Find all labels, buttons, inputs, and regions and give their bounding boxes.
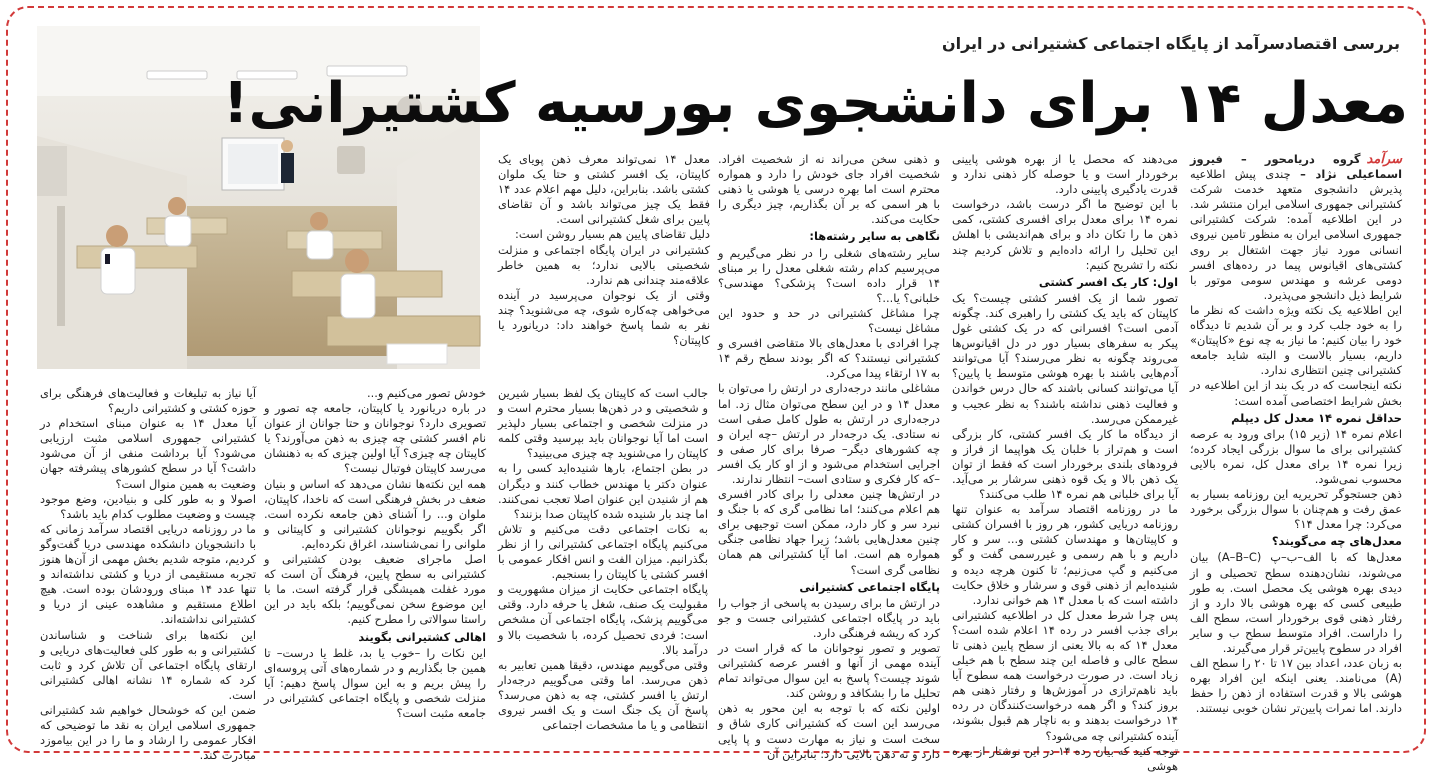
paragraph: خودش تصور می‌کنیم و... (366, 386, 486, 400)
paragraph: اصل ماجرای ضعیف بودن کشتیرانی و کشتیرانی به سطح پایین، فرهنگ آن است که مورد غفلت همیشگی قرار گرفته است. ما با این موضوع سخن نمی‌گوییم؛ بلکه باید در این راستا سوالاتی را مطرح کنیم. (264, 552, 486, 627)
paragraph: اولین نکته که با توجه به این محور به ذهن می‌رسد این است که کشتیرانی کاری شاق و سخت است و نیاز به مهارت دست و پا پایی دارد و نه ذهن بالایی دارد؛ بنابراین آن (718, 701, 940, 761)
paragraph: همه این نکته‌ها نشان می‌دهد که اساس و بنیان ضعف در بخش فرهنگی است که ناخدا، کاپیتان، ملوان و... را آشنای ذهن جامعه نکرده است. اگر بگوییم نوجوانان کشتیرانی و کاپیتانی و ملوانی را نمی‌شناسند، اغراق نکرده‌ایم. (264, 476, 486, 551)
paragraph: مشاغلی مانند درجه‌داری در ارتش را می‌توان با معدل ۱۴ و در این سطح می‌توان مثال زد. اما درجه‌داری در ارتش به طول کامل صفی است نه ستادی. یک درجه‌دار در ارتش –چه ایران و چه کشورهای دیگر– صرفا برای کار صفی و اجرایی استخدام می‌شود و از او کار یک افسر –که کار فکری و ستادی است– انتظار ندارند. (718, 381, 940, 486)
paragraph: اصولا و به طور کلی و بنیادین، وضع موجود چیست و وضعیت مطلوب کدام باید باشد؟ (40, 491, 256, 521)
paragraph: ما در روزنامه دریایی اقتصاد سرآمد زمانی که با دانشجویان دانشکده مهندسی دریا گفت‌وگو کردیم، متوجه شدیم بخش مهمی از آن‌ها هنوز تجربه مستقیمی از دریا و کشتی نداشته‌اند و تنها عدد ۱۴ مبنای ورودشان بوده است. هیچ اطلاع مستقیم و مشاهده عینی از دریا و کشتیرانی نداشته‌اند. (40, 521, 257, 627)
paragraph: و ذهنی سخن می‌راند نه از شخصیت افراد. شخصیت افراد جای خودش را دارد و همواره محترم است اما بهره درسی یا هوشی یا ذهنی با هر اسمی که بر آن بگذاریم، چیز دیگری را حکایت می‌کند. (718, 152, 940, 227)
paragraph: آیا معدل ۱۴ به عنوان مبنای استخدام در کشتیرانی جمهوری اسلامی مثبت ارزیابی می‌شود؟ آیا برداشت منفی از آن می‌شود داشت؟ آیا در سطح کشورهای پیشرفته جهان وضعیت به همین منوال است؟ (40, 416, 256, 491)
paragraph: ذهن جستجوگر تحریریه این روزنامه بسیار به عمق رفت و هم‌چنان با سوال بزرگی برخورد می‌کرد: چرا معدل ۱۴؟ (1190, 487, 1402, 532)
page-title: معدل ۱۴ برای دانشجوی بورسیه کشتیرانی! (223, 71, 1408, 136)
paragraph: اعلام نمره ۱۴ (زیر ۱۵) برای ورود به عرصه کشتیرانی برای ما سوال بزرگی ایجاد کرده؛ زیرا نمره ۱۴ برای معدل کل، نمره بالایی محسوب نمی‌شود. (1190, 426, 1402, 486)
paragraph: جالب است که کاپیتان یک لفظ بسیار شیرین و شخصیتی و در ذهن‌ها بسیار محترم است و در منزلت شخصی و اجتماعی بسیار دلپذیر است اما آیا نوجوانان باید بپرسید وقتی کلمه کاپیتان را می‌شنوید چه چیزی می‌بینید؟ (498, 386, 708, 461)
article-column-4 (498, 152, 710, 382)
paragraph: ضمن این که خوشحال خواهیم شد کشتیرانی جمهوری اسلامی ایران به نقد ما توضیحی که افکار عمومی را ارشاد و ما را در این بیاموزد مبادرت کند. (40, 702, 256, 763)
subheading: اول: کار یک افسر کشتی (1038, 274, 1178, 289)
paragraph: سایر رشته‌های شغلی را در نظر می‌گیریم و می‌پرسیم کدام رشته شغلی معدل را بر مبنای ۱۴ قرار داده است؟ پزشکی؟ مهندسی؟ خلبانی؟ یا...؟ (718, 245, 940, 305)
article-column-1 (1190, 152, 1402, 744)
paragraph: معدل ۱۴ نمی‌تواند معرف ذهن پویای یک کاپیتان، یک افسر کشتی و حتا یک ملوان کشتی باشد. بنابراین، دلیل مهم اعلام عدد ۱۴ فقط یک چیز می‌تواند باشد و آن تقاضای پایین برای شغل کشتیرانی است. (498, 152, 710, 227)
paragraph: به نکات اجتماعی دقت می‌کنیم و تلاش می‌کنیم پایگاه اجتماعی کشتیرانی را از نظر بگذرانیم. میزان الفت و انس افکار عمومی با افسر کشتی یا کاپیتان را بسنجیم. (498, 521, 708, 582)
paragraph: ما در روزنامه اقتصاد سرآمد به عنوان تنها روزنامه دریایی کشور، هر روز با افسران کشتی و کاپیتان‌ها و مهندسان کشتی و... سر و کار داریم و با هم رسمی و غیررسمی گفت و گو می‌کنیم و گپ می‌زنیم؛ تا کنون هرچه دیده و شنیده‌ایم از ذهنی قوی و سرشار و خلاق حکایت داشته است که با معدل ۱۴ هم خوانی ندارد. (952, 502, 1178, 607)
article-column-6 (264, 386, 486, 742)
paragraph: این نکته‌ها برای شناخت و شناساندن کشتیرانی و به طور کلی فعالیت‌های دریایی و ارتقای پایگاه اجتماعی آن تلاش کرد و ثابت کرد که شماره ۱۴ نشانه اهالی کشتیرانی است. (40, 627, 256, 702)
paragraph: تصور شما از یک افسر کشتی چیست؟ یک کاپیتان که باید یک کشتی را راهبری کند. چگونه آدمی است؟ افسرانی که در یک کشتی غول پیکر به سفرهای بسیار دور در دل اقیانوس‌ها می‌روند چگونه به نظر می‌رسند؟ آیا می‌توانند آدم‌هایی باشند با بهره هوشی متوسط یا پایین؟ آیا می‌توانند کسانی باشند که حال درس خواندن و فعالیت ذهنی نداشته باشند؟ به نظر عجیب و غیرممکن می‌رسد. (952, 290, 1178, 426)
paragraph: این اطلاعیه یک نکته ویژه داشت که نظر ما را به خود جلب کرد و بر آن شدیم تا دیدگاه خود را بیان کنیم: ما نیاز به چه نوع «کاپیتان» داریم، بسیار بالاست و البته شاید جامعه کشتیرانی چنین انتظاری ندارد. (1190, 302, 1402, 378)
byline-paragraph (1190, 152, 1402, 303)
paragraph: از دیدگاه ما کار یک افسر کشتی، کار بزرگی است و هم‌تراز با خلبان یک هواپیما از فراز و فرودهای بلندی برخوردار است که فقط از توان یک ذهن بالا و یک قوه ذهنی سرشار بر می‌آید. آیا برای خلبانی هم نمره ۱۴ طلب می‌کنند؟ (952, 426, 1178, 502)
paragraph: با این توضیح ما اگر درست باشد، درخواست نمره ۱۴ برای معدل برای افسری کشتی، کمی ذهن ما را تکان داد و برای هم‌اندیشی با اهلش این تحلیل را ارائه داده‌ایم و تلاش کردیم چند نکته را تشریح کنیم: (952, 197, 1178, 272)
kicker: بررسی اقتصادسرآمد از پایگاه اجتماعی کشتیرانی در ایران (941, 34, 1400, 53)
paragraph: به زبان عدد، اعداد بین ۱۷ تا ۲۰ را سطح الف (A) می‌نامند. یعنی اینکه این افراد بهره هوشی بالا و قدرت استفاده از ذهن را حفظ دارند. اما نمرات پایین‌تر نشان خوبی نیستند. (1190, 656, 1402, 716)
paragraph: تصویر و تصور نوجوانان ما که قرار است در آینده مهمی از آنها و افسر عرصه کشتیرانی شوند چیست؟ پاسخ به این سوال می‌تواند تمام تحلیل ما را بشکافد و روشن کند. (718, 641, 940, 701)
paragraph: این نکات را –خوب یا بد، غلط یا درست– تا همین جا بگذاریم و در شماره‌های آتی پروسه‌ای را پیش بریم و به این سوال پاسخ دهیم: آیا منزلت شخصی و پایگاه اجتماعی کشتیرانی در جامعه مثبت است؟ (264, 645, 486, 720)
paragraph: می‌دهند که محصل یا از بهره هوشی پایینی برخوردار است و یا حوصله کار ذهنی ندارد و قدرت یادگیری پایینی دارد. (952, 152, 1178, 197)
paragraph: در ارتش‌ها چنین معدلی را برای کادر افسری هم اعلام می‌کنند؛ اما نظامی گری که با جنگ و نبرد سر و کار دارد، ممکن است توجیهی برای چنین معدل‌هایی باشد؛ زیرا جهاد نظامی جنگی همواره هم است. اما آیا کشتیرانی هم همان نظامی گری است؟ (718, 487, 940, 577)
paragraph: چندی پیش اطلاعیه پذیرش دانشجوی متعهد خدمت شرکت کشتیرانی جمهوری اسلامی ایران منتشر شد. در این اطلاعیه آمده: شرکت کشتیرانی جمهوری اسلامی ایران به منظور تامین نیروی انسانی مورد نیاز جهت اشتغال بر روی کشتی‌های اقیانوس پیما در رده‌های افسر دومی عرشه و مهندس سومی موتور با شرایط ذیل دانشجو می‌پذیرد. (1190, 167, 1402, 302)
paragraph: چرا مشاغل کشتیرانی در حد و حدود این مشاغل نیست؟ (718, 305, 940, 336)
subheading: اهالی کشتیرانی بگویند (358, 629, 486, 644)
paragraph: پایگاه اجتماعی حکایت از میزان مشهوریت و مقبولیت یک صنف، شغل یا حرفه دارد. وقتی می‌گوییم پزشک، پایگاه اجتماعی آن مشخص است: فردی تحصیل کرده، با شخصیت بالا و درآمد بالا. (498, 582, 708, 657)
paragraph: چرا افرادی با معدل‌های بالا متقاضی افسری و کشتیرانی نیستند؟ که اگر بودند سطح رقم ۱۴ به ۱۷ ارتقاء پیدا می‌کرد. (718, 336, 940, 381)
subheading: پایگاه اجتماعی کشتیرانی (799, 579, 940, 594)
article-column-5 (498, 386, 708, 742)
article-column-7 (40, 386, 257, 763)
paragraph: نکته اینجاست که در یک بند از این اطلاعیه در بخش شرایط اختصاصی آمده است: (1190, 378, 1402, 408)
paragraph: آیا نیاز به تبلیغات و فعالیت‌های فرهنگی برای حوزه کشتی و کشتیرانی داریم؟ (40, 386, 256, 416)
paragraph: پس چرا شرط معدل کل در اطلاعیه کشتیرانی برای جذب افسر در رده ۱۴ اعلام شده است؟ معدل ۱۴ که به بالا یعنی از سطح پایین ذهنی تا سطح عالی و فاصله این چند سطح با هم خیلی زیاد است. در صورت درخواست همه سطوح آیا باید ناهم‌ترازی در آموزش‌ها و رفتار ذهنی هم بروز کند؟ و اگر همه درخواست‌کنندگان در رده ۱۴ درخواست بدهند و به ناچار هم قبول بشوند، آینده کشتیرانی چه می‌شود؟ (952, 607, 1178, 743)
subheading: حداقل نمره ۱۴ معدل کل دیپلم (1231, 410, 1402, 425)
paragraph: در باره دریانورد یا کاپیتان، جامعه چه تصور و تصویری دارد؟ نوجوانان و حتا جوانان از عنوان نام افسر کشتی چه چیزی به ذهن می‌آورند؟ یا کاپیتان چه چیزی؟ آیا اولین چیزی که به ذهنشان می‌رسد کاپیتان فوتبال نیست؟ (264, 401, 486, 476)
paragraph: وقتی می‌گوییم مهندس، دقیقا همین تعابیر به ذهن می‌رسد. اما وقتی می‌گوییم درجه‌دار ارتش یا افسر کشتی، چه به ذهن می‌رسد؟ پاسخ آن یک جنگ است و یک افسر نیروی انتظامی و یا ما مشخصات اجتماعی (498, 657, 708, 733)
article-column-3 (718, 152, 940, 761)
paragraph: وقتی از یک نوجوان می‌پرسید در آینده می‌خواهی چه‌کاره شوی، چه می‌شنوید؟ چند نفر به شما پاسخ خواهند داد: دریانورد یا کاپیتان؟ (498, 287, 710, 348)
source-logo: سرآمد (1366, 152, 1402, 167)
paragraph: توجه کنید که بیان رده ۱۴ در این نوشتار از بهره هوشی (952, 743, 1178, 773)
paragraph: معدل‌ها که با الف–ب–پ (A–B–C) بیان می‌شوند، نشان‌دهنده سطح تحصیلی و از دیدی بهره هوشی یک محصل است. به طور طبیعی کسی که بهره هوشی بالا دارد و از رفتار ذهنی قوی برخوردار است، سطح الف را داراست. افراد متوسط سطح ب و سایر افراد در سطوح پایین‌تر قرار می‌گیرند. (1190, 550, 1402, 655)
subheading: نگاهی به سایر رشته‌ها: (809, 229, 940, 244)
paragraph: دلیل تقاضای پایین هم بسیار روشن است: (515, 227, 710, 242)
paragraph: کشتیرانی در ایران پایگاه اجتماعی و منزلت شخصیتی بالایی ندارد؛ به همین خاطر علاقه‌مند چندانی هم ندارد. (498, 242, 710, 287)
paragraph: در بطن اجتماع، بارها شنیده‌اید کسی را به عنوان دکتر یا مهندس خطاب کنند و دیگران هم از شنیدن این عنوان اصلا تعجب نمی‌کنند. اما چند بار شنیده شده کاپیتان صدا بزنند؟ (498, 461, 708, 521)
byline: گروه دریامحور – فیروز اسماعیلی نژاد – (1190, 152, 1402, 182)
article-column-2 (952, 152, 1178, 773)
subheading: معدل‌های چه می‌گویند؟ (1271, 534, 1402, 549)
paragraph: در ارتش ما برای رسیدن به پاسخی از جواب را باید در پایگاه اجتماعی کشتیرانی جست و جو کرد که ریشه فرهنگی دارد. (718, 595, 940, 640)
